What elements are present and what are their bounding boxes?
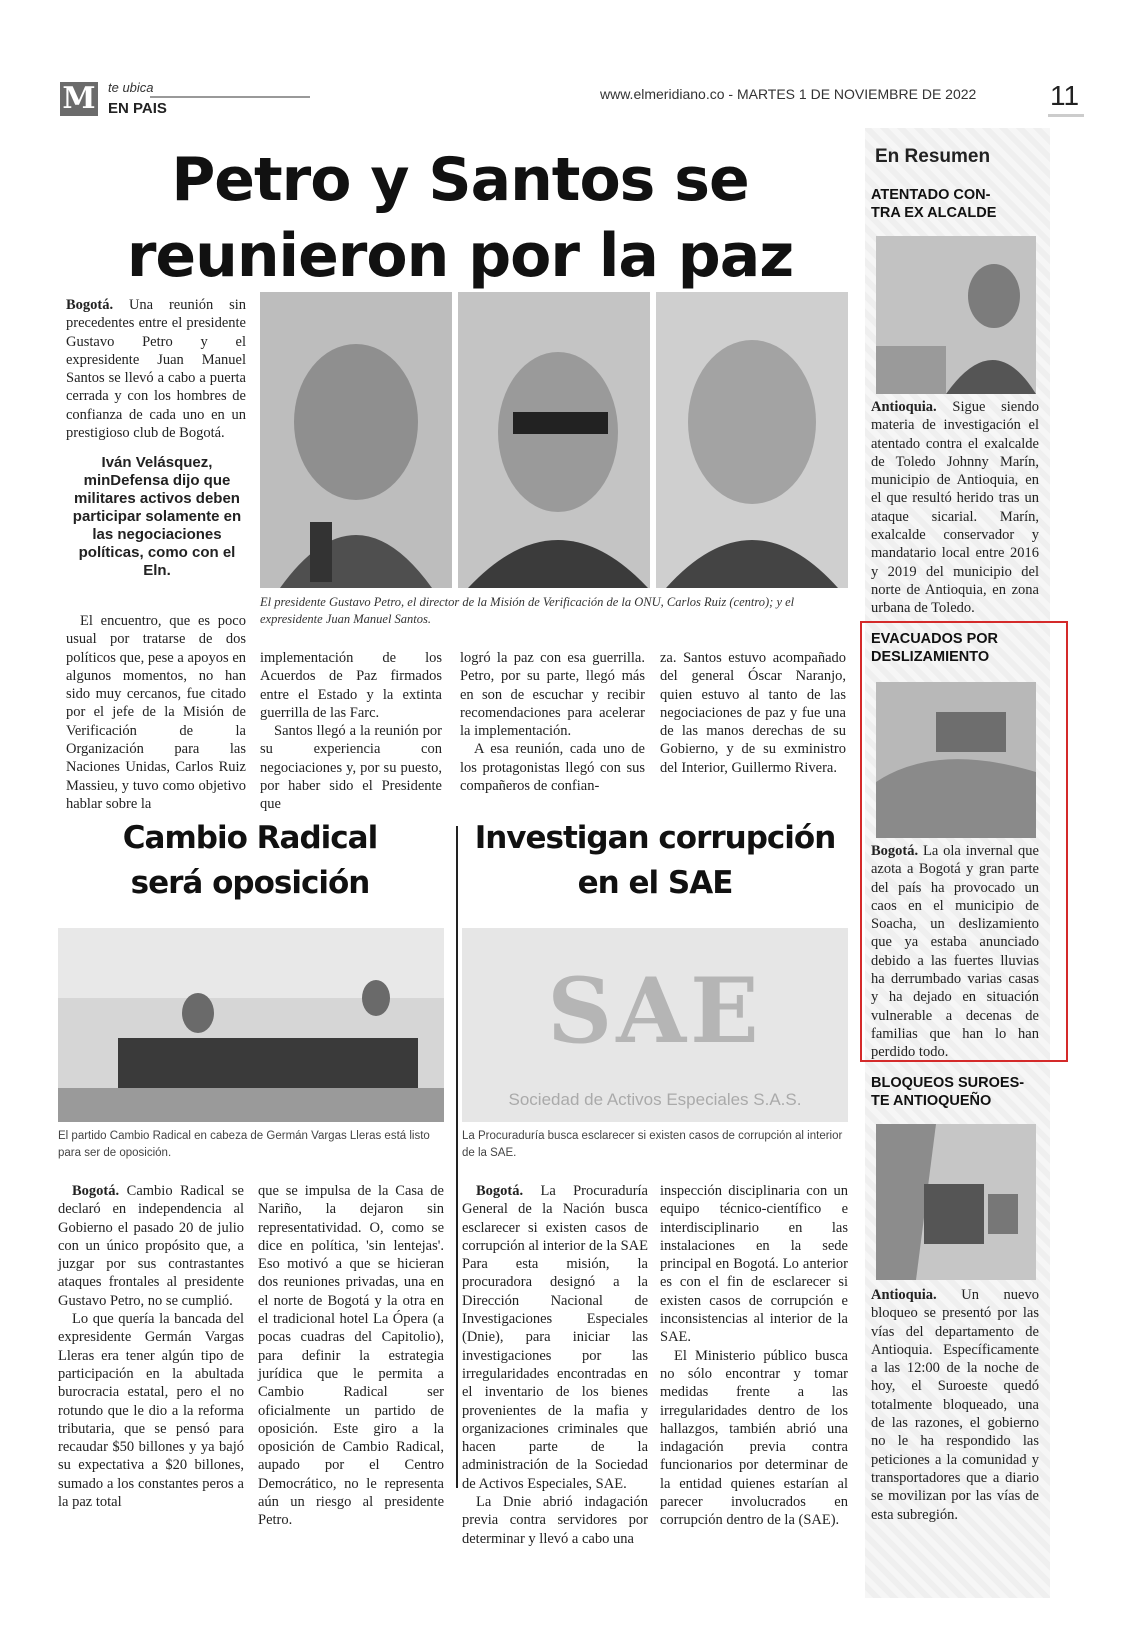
photo-santos [656, 292, 848, 588]
cambio-col1-p2: Lo que quería la bancada del expresidente Germán Vargas Lleras era tener algún tipo de participación en la abultada burocracia estatal, pero el no rotundo que le dio a la reforma tributaria, que se pensó para recaudar $50 billones y ya bajó su expectativa a $20 billones, sumado a los constantes peros a la paz total [58, 1311, 244, 1511]
section-name: EN PAIS [108, 100, 167, 117]
sae-col2-p1: inspección disciplinaria con un equipo técnico-científico e interdisciplinario en las instalaciones en la sede principal en Bogotá. Lo anterior es con el fin de esclarecer si existen casos de corrupción e inconsistencias al interior de la SAE. [660, 1183, 848, 1346]
cambio-lead-text: Cambio Radical se declaró en independencia al Gobierno el pasado 20 de julio con un único propósito que, a juzgar por sus contrastantes ataques frontales al presidente Gustavo Petro, no se cumplió. [58, 1183, 244, 1309]
sae-logo-text: SAE [547, 958, 763, 1064]
main-lead [66, 296, 246, 442]
section-kicker: te ubica [108, 80, 154, 95]
sidebar-item3-body: Un nuevo bloqueo se presentó por las vías del departamento de Antioquia. Específicamente a las 12:00 de la noche de hoy, el Suroeste quedó totalmente bloqueado, una de las razones, el gobierno no le ha respondido las peticiones a la comunidad y transportadores que a diario se movilizan por las vías de esta subregión. [871, 1287, 1039, 1523]
sidebar-item2-text [871, 842, 1039, 1062]
cambio-col1-p1 [58, 1182, 244, 1310]
page-number-rule [1048, 114, 1084, 117]
pull-quote: Iván Velásquez, minDefensa dijo que militares activos deben participar solamente en las negociaciones políticas, como con el Eln. [72, 454, 242, 579]
sidebar-item3-headline [871, 1074, 1051, 1110]
main-lead-dateline: Bogotá. [66, 297, 114, 313]
column-divider [456, 826, 458, 1488]
main-headline [100, 142, 820, 294]
cambio-col1 [58, 1182, 244, 1511]
sidebar-item3-headline-line1: BLOQUEOS SUROES- [871, 1075, 1025, 1091]
main-photo-caption: El presidente Gustavo Petro, el director de la Misión de Verificación de la ONU, Carlos Ruiz (centro); y el expresidente Juan Manuel Santos. [260, 595, 795, 626]
photo-landslide-soacha [876, 682, 1036, 838]
sidebar-item1-text [871, 398, 1039, 618]
photo-petro [260, 292, 452, 588]
sidebar-item1-headline-line1: ATENTADO CON- [871, 187, 991, 203]
main-col4: za. Santos estuvo acompañado del general Óscar Naranjo, quien estuvo al tanto de las negociaciones de paz y fue una de las manos derechas de su Gobierno, y de su exministro del Interior, Guillermo Rivera. [660, 650, 846, 776]
newspaper-logo: M [60, 82, 98, 116]
sae-headline [462, 816, 848, 906]
header-rule [150, 96, 310, 98]
main-col3 [460, 649, 645, 795]
photo-road-blockade [876, 1124, 1036, 1280]
sidebar-item2-body: La ola invernal que azota a Bogotá y gran parte del país ha provocado un caos en el municipio de Soacha, un deslizamiento que ya estaba anunciado debido a las fuertes lluvias ha derrumbado varias casas y ha dejado en situación vulnerable a decenas de familias que han lo han perdido todo. [871, 843, 1039, 1061]
main-col2-p2: Santos llegó a la reunión por su experiencia con negociaciones y, por su puesto, por haber sido el Presidente que [260, 723, 442, 813]
sae-logo-subtext: Sociedad de Activos Especiales S.A.S. [508, 1090, 802, 1109]
main-lead-text: Una reunión sin precedentes entre el presidente Gustavo Petro y el expresidente Juan Manuel Santos se llevó a cabo a puerta cerrada y con los hombres de confianza de cada uno en un prestigioso club de Bogotá. [66, 297, 246, 442]
sidebar-item3-dateline: Antioquia. [871, 1287, 937, 1303]
sae-headline-line1: Investigan corrupción [474, 820, 836, 856]
photo-sae-sign [462, 928, 848, 1122]
sidebar-item3-text [871, 1286, 1039, 1524]
main-headline-line1: Petro y Santos se [171, 145, 749, 215]
sidebar-item1-body: Sigue siendo materia de investigación el atentado contra el exalcalde de Toledo Johnny Marín, municipio de Antioquia, en el que resultó herido tras un ataque sicarial. Marín, exalcalde conservador y mandatario local entre 2016 y 2019 del municipio del norte de Antioquia, en zona urbana de Toledo. [871, 399, 1039, 617]
sidebar-item2-headline-line2: DESLIZAMIENTO [871, 649, 990, 665]
sae-photo-caption: La Procuraduría busca esclarecer si existen casos de corrupción al interior de la SAE. [462, 1130, 843, 1159]
cambio-headline-line1: Cambio Radical [122, 820, 378, 856]
sae-lead-dateline: Bogotá. [476, 1183, 524, 1199]
main-headline-line2: reunieron por la paz [126, 221, 794, 291]
sae-col2 [660, 1182, 848, 1530]
sidebar-item3-headline-line2: TE ANTIOQUEÑO [871, 1093, 992, 1109]
sidebar-item1-dateline: Antioquia. [871, 399, 937, 415]
sidebar-title: En Resumen [875, 146, 991, 167]
sidebar-item2-dateline: Bogotá. [871, 843, 919, 859]
photo-cambio-radical-meeting [58, 928, 444, 1122]
sidebar-item1-headline [871, 186, 1051, 222]
cambio-lead-dateline: Bogotá. [72, 1183, 120, 1199]
sidebar-item2-headline [871, 630, 1051, 666]
main-col3-p1: logró la paz con esa guerrilla. Petro, por su parte, llegó más en son de escuchar y recibir recomendaciones para acelerar la implementación. [460, 650, 645, 740]
sae-col1-p1 [462, 1182, 648, 1493]
page-number: 11 [1050, 80, 1080, 111]
photo-johnny-marin [876, 236, 1036, 394]
cambio-col2: que se impulsa de la Casa de Nariño, la dejaron sin representatividad. O, como se dice en política, 'sin lentejas'. Eso motivó a que se hicieran dos reuniones privadas, una en el norte de Bogotá y la otra en el tradicional hotel La Ópera (a pocas cuadras del Capitolio), para definir la estrategia jurídica que le permita a Cambio Radical ser oficialmente un partido de oposición. Este giro a la oposición de Cambio Radical, aupado por el Centro Democrático, no le representa aún un riesgo al presidente Petro. [258, 1183, 444, 1529]
sae-col1-p2: La Dnie abrió indagación previa contra servidores por determinar y llevó a cabo una [462, 1494, 648, 1547]
photo-carlos-ruiz [458, 292, 650, 588]
cambio-photo-caption: El partido Cambio Radical en cabeza de Germán Vargas Lleras está listo para ser de oposición. [58, 1130, 430, 1159]
sae-headline-line2: en el SAE [577, 865, 733, 901]
main-col3-p2: A esa reunión, cada uno de los protagonistas llegó con sus compañeros de confian- [460, 741, 645, 795]
sae-lead-text: La Procuraduría General de la Nación busca esclarecer si existen casos de corrupción al interior de la SAE Para esta misión, la procuradora designó a la Dirección Nacional de Investigaciones Especiales (Dnie), para iniciar las investigaciones por las irregularidades encontradas en el inventario de los bienes provenientes de la mafia y organizaciones criminales que hacen parte de la administración de la Sociedad de Activos Especiales, SAE. [462, 1183, 648, 1492]
dateline: www.elmeridiano.co - MARTES 1 DE NOVIEMBRE DE 2022 [600, 86, 977, 102]
cambio-headline-line2: será oposición [130, 865, 370, 901]
main-col2 [260, 649, 442, 814]
sae-col1 [462, 1182, 648, 1548]
sidebar-item2-headline-line1: EVACUADOS POR [871, 631, 999, 647]
cambio-headline [58, 816, 442, 906]
sae-col2-p2: El Ministerio público busca no sólo encontrar y tomar medidas frente a las irregularidades dentro de los hallazgos, también abrió una indagación previa contra funcionarios por determinar de la entidad quienes estarían al parecer involucrados en corrupción dentro de la (SAE). [660, 1347, 848, 1529]
main-col2-p1: implementación de los Acuerdos de Paz firmados entre el Estado y la extinta guerrilla de las Farc. [260, 650, 442, 721]
sidebar-item1-headline-line2: TRA EX ALCALDE [871, 205, 997, 221]
main-col1: El encuentro, que es poco usual por tratarse de dos políticos que, pese a apoyos en algunos momentos, no han sido muy cercanos, fue citado por el jefe de la Misión de Verificación de la Organización para las Naciones Unidas, Carlos Ruiz Massieu, y tuvo como objetivo hablar sobre la [66, 613, 246, 812]
